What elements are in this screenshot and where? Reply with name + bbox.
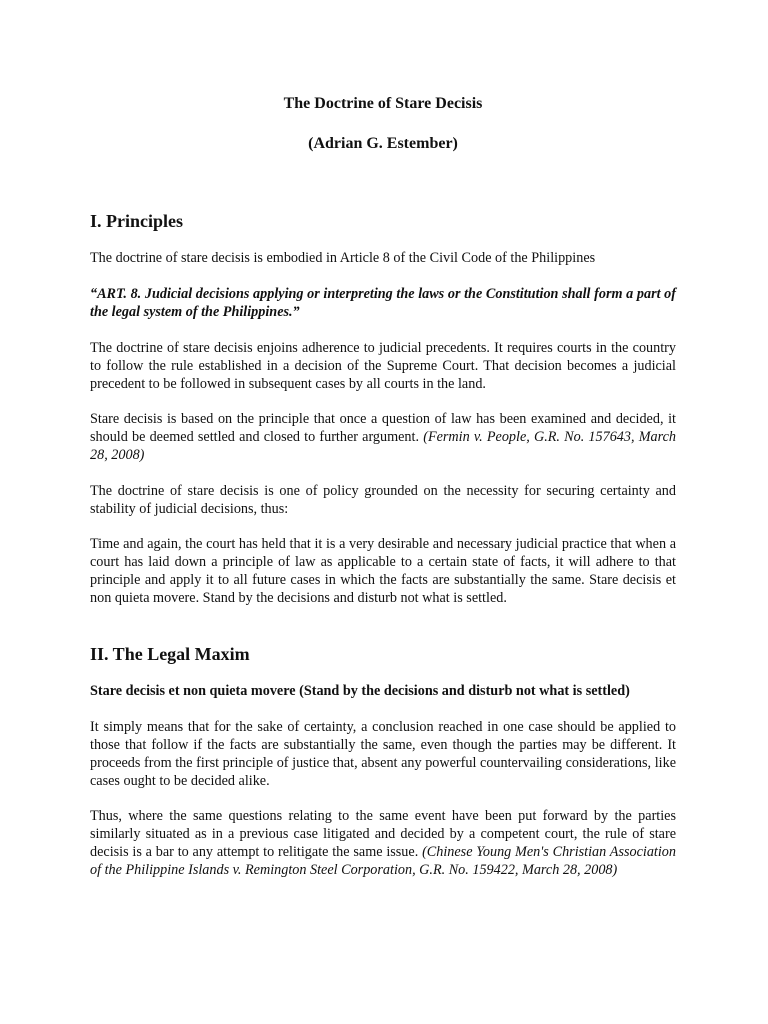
principles-paragraph-2-text: Stare decisis is based on the principle that once a question of law has been examined and decided, it should be deemed settled and closed to further argument. — [90, 411, 676, 445]
principles-paragraph-1: The doctrine of stare decisis enjoins adherence to judicial precedents. It requires courts in the country to follow the rule established in a decision of the Supreme Court. That decision becomes a judicial precedent to be followed in subsequent cases by all courts in the land. — [90, 340, 676, 392]
maxim-paragraph-1: It simply means that for the sake of certainty, a conclusion reached in one case should be applied to those that follow if the facts are substantially the same, even though the parties may be different. It proceeds from the first principle of justice that, absent any powerful countervailing considerations, like cases ought to be decided alike. — [90, 719, 676, 789]
maxim-paragraph-2-text: Thus, where the same questions relating to the same event have been put forward by the parties similarly situated as in a previous case litigated and decided by a competent court, the rule of stare decisis is a bar to any attempt to relitigate the same issue. — [90, 808, 676, 860]
principles-intro: The doctrine of stare decisis is embodied in Article 8 of the Civil Code of the Philippines — [90, 250, 596, 266]
section-heading-principles: I. Principles — [90, 211, 183, 231]
principles-paragraph-3: The doctrine of stare decisis is one of policy grounded on the necessity for securing certainty and stability of judicial decisions, thus: — [90, 483, 676, 517]
fermin-citation: (Fermin v. People, G.R. No. 157643, March 28, 2008) — [90, 429, 677, 463]
section-heading-legal-maxim: II. The Legal Maxim — [90, 644, 250, 664]
principles-paragraph-4: Time and again, the court has held that it is a very desirable and necessary judicial practice that when a court has laid down a principle of law as applicable to a certain state of facts, it will adhere to that principle and apply it to all future cases in which the facts are substantially the same. Stare decisis et non quieta movere. Stand by the decisions and disturb not what is settled. — [90, 536, 676, 606]
legal-maxim: Stare decisis et non quieta movere (Stand by the decisions and disturb not what is settled) — [90, 683, 630, 699]
principles-paragraph-2 — [90, 410, 676, 464]
document-title: The Doctrine of Stare Decisis — [283, 95, 483, 112]
document-author: (Adrian G. Estember) — [308, 135, 458, 152]
maxim-paragraph-2 — [90, 807, 676, 879]
article-8-quote: “ART. 8. Judicial decisions applying or interpreting the laws or the Constitution shall form a part of the legal system of the Philippines.” — [90, 286, 676, 320]
ymca-citation: (Chinese Young Men's Christian Association of the Philippine Islands v. Remington Steel Corporation, G.R. No. 159422, March 28, 2008) — [90, 844, 676, 878]
